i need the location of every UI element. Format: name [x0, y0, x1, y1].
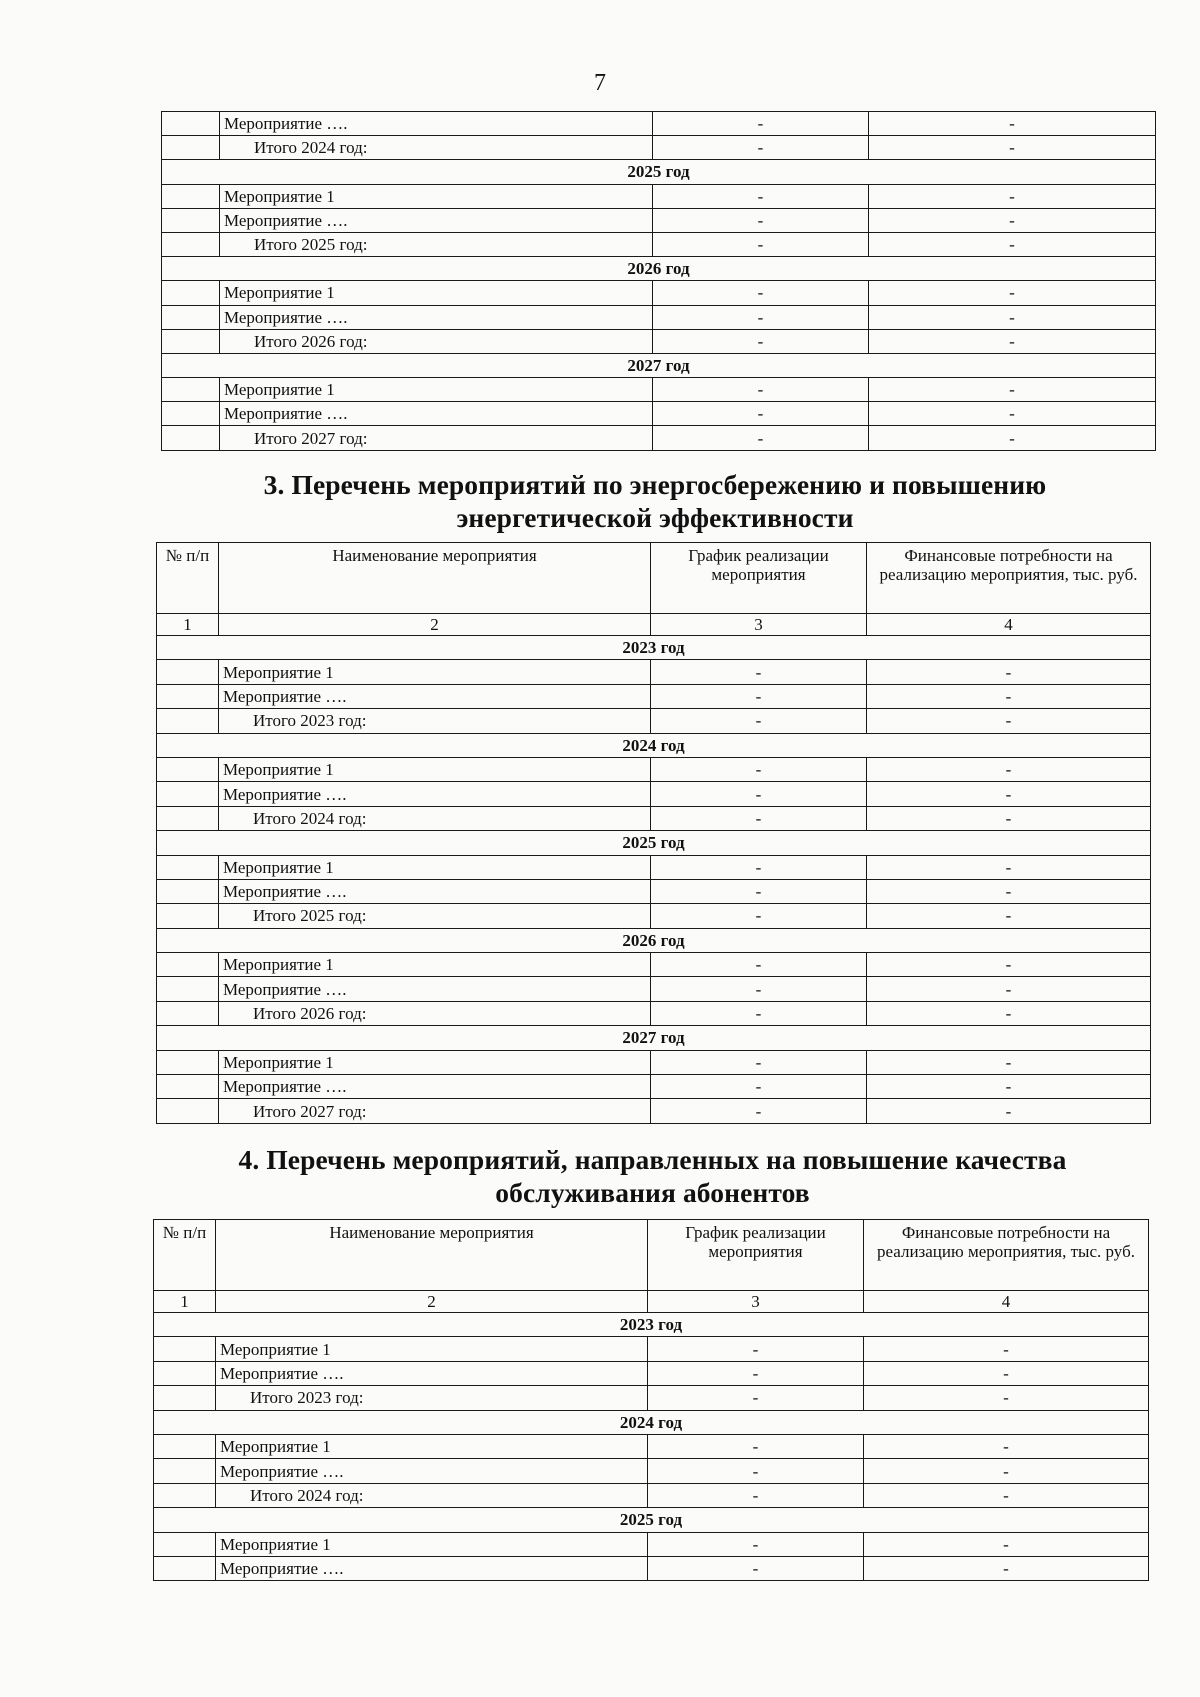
- finance-cell: -: [864, 1337, 1149, 1361]
- schedule-cell: -: [648, 1386, 864, 1410]
- schedule-cell: -: [651, 977, 867, 1001]
- row-number-cell: [154, 1386, 216, 1410]
- table-row: [154, 1532, 1149, 1556]
- schedule-cell: -: [651, 1050, 867, 1074]
- total-label: Итого 2025 год:: [219, 904, 651, 928]
- row-number-cell: [154, 1556, 216, 1580]
- year-row: [162, 160, 1156, 184]
- row-number-cell: [162, 426, 220, 450]
- finance-cell: -: [869, 112, 1156, 136]
- schedule-cell: -: [651, 879, 867, 903]
- table-row: [154, 1556, 1149, 1580]
- finance-cell: -: [867, 1001, 1151, 1025]
- row-number-cell: [157, 782, 219, 806]
- section-3-table-block: [156, 542, 1150, 1124]
- year-row: [162, 257, 1156, 281]
- total-row: [157, 1001, 1151, 1025]
- row-number-cell: [157, 879, 219, 903]
- schedule-cell: -: [653, 136, 869, 160]
- table-row: [162, 378, 1156, 402]
- table-row: [157, 953, 1151, 977]
- row-number-cell: [157, 1050, 219, 1074]
- measure-name: Мероприятие 1: [219, 953, 651, 977]
- table-row: [162, 184, 1156, 208]
- section-4-title-line-2: обслуживания абонентов: [495, 1177, 810, 1208]
- row-number-cell: [154, 1532, 216, 1556]
- measure-name: Мероприятие ….: [220, 305, 653, 329]
- finance-cell: -: [869, 402, 1156, 426]
- year-heading: 2023 год: [157, 636, 1151, 660]
- measure-name: Мероприятие ….: [219, 1075, 651, 1099]
- year-row: [154, 1410, 1149, 1434]
- measure-name: Мероприятие 1: [219, 757, 651, 781]
- total-row: [154, 1483, 1149, 1507]
- total-row: [157, 904, 1151, 928]
- schedule-cell: -: [651, 709, 867, 733]
- row-number-cell: [157, 806, 219, 830]
- schedule-cell: -: [651, 782, 867, 806]
- total-label: Итого 2025 год:: [220, 232, 653, 256]
- row-number-cell: [162, 329, 220, 353]
- schedule-cell: -: [651, 1001, 867, 1025]
- table-row: [157, 757, 1151, 781]
- col-number: 1: [154, 1291, 216, 1313]
- total-row: [157, 806, 1151, 830]
- table-row: [154, 1337, 1149, 1361]
- year-heading: 2026 год: [157, 928, 1151, 952]
- row-number-cell: [154, 1483, 216, 1507]
- table-row: [154, 1459, 1149, 1483]
- measure-name: Мероприятие 1: [219, 855, 651, 879]
- row-number-cell: [162, 378, 220, 402]
- measure-name: Мероприятие ….: [216, 1361, 648, 1385]
- measure-name: Мероприятие 1: [220, 378, 653, 402]
- schedule-cell: -: [651, 1099, 867, 1123]
- table-row: [162, 305, 1156, 329]
- finance-cell: -: [869, 232, 1156, 256]
- col-number: 4: [864, 1291, 1149, 1313]
- finance-cell: -: [867, 1099, 1151, 1123]
- measure-name: Мероприятие 1: [216, 1532, 648, 1556]
- year-heading: 2025 год: [162, 160, 1156, 184]
- row-number-cell: [157, 684, 219, 708]
- total-label: Итого 2023 год:: [219, 709, 651, 733]
- row-number-cell: [154, 1337, 216, 1361]
- table-row: [157, 855, 1151, 879]
- year-row: [157, 1026, 1151, 1050]
- measure-name: Мероприятие ….: [219, 879, 651, 903]
- row-number-cell: [157, 953, 219, 977]
- section-4-title: [145, 1143, 1160, 1209]
- finance-cell: -: [864, 1532, 1149, 1556]
- schedule-cell: -: [651, 757, 867, 781]
- measure-name: Мероприятие 1: [219, 1050, 651, 1074]
- total-row: [162, 329, 1156, 353]
- table-row: [154, 1361, 1149, 1385]
- section-3-title-line-2: энергетической эффективности: [456, 502, 854, 533]
- header-name: Наименование мероприятия: [216, 1220, 648, 1291]
- total-row: [157, 709, 1151, 733]
- finance-cell: -: [864, 1386, 1149, 1410]
- table-row: [157, 879, 1151, 903]
- measure-name: Мероприятие ….: [220, 402, 653, 426]
- year-row: [154, 1508, 1149, 1532]
- col-number: 2: [219, 614, 651, 636]
- schedule-cell: -: [653, 305, 869, 329]
- row-number-cell: [157, 1075, 219, 1099]
- table-row: [157, 782, 1151, 806]
- measure-name: Мероприятие ….: [216, 1459, 648, 1483]
- schedule-cell: -: [648, 1361, 864, 1385]
- col-number: 1: [157, 614, 219, 636]
- header-finance: Финансовые потребности на реализацию мероприятия, тыс. руб.: [867, 543, 1151, 614]
- row-number-cell: [162, 112, 220, 136]
- total-label: Итого 2027 год:: [220, 426, 653, 450]
- row-number-cell: [157, 709, 219, 733]
- measure-name: Мероприятие 1: [216, 1434, 648, 1458]
- year-row: [157, 636, 1151, 660]
- year-heading: 2027 год: [162, 353, 1156, 377]
- total-row: [157, 1099, 1151, 1123]
- finance-cell: -: [869, 136, 1156, 160]
- finance-cell: -: [867, 684, 1151, 708]
- finance-cell: -: [867, 806, 1151, 830]
- schedule-cell: -: [653, 208, 869, 232]
- total-label: Итого 2027 год:: [219, 1099, 651, 1123]
- section-3-title-line-1: 3. Перечень мероприятий по энергосбережению и повышению: [263, 469, 1047, 500]
- row-number-cell: [157, 977, 219, 1001]
- total-label: Итого 2024 год:: [219, 806, 651, 830]
- schedule-cell: -: [653, 232, 869, 256]
- total-label: Итого 2023 год:: [216, 1386, 648, 1410]
- year-row: [157, 733, 1151, 757]
- year-heading: 2026 год: [162, 257, 1156, 281]
- row-number-cell: [157, 855, 219, 879]
- schedule-cell: -: [648, 1434, 864, 1458]
- total-row: [162, 136, 1156, 160]
- finance-cell: -: [869, 208, 1156, 232]
- finance-cell: -: [867, 660, 1151, 684]
- year-heading: 2024 год: [157, 733, 1151, 757]
- schedule-cell: -: [653, 329, 869, 353]
- total-row: [162, 232, 1156, 256]
- col-number: 3: [648, 1291, 864, 1313]
- finance-cell: -: [869, 378, 1156, 402]
- schedule-cell: -: [653, 402, 869, 426]
- total-label: Итого 2026 год:: [220, 329, 653, 353]
- table-row: [157, 684, 1151, 708]
- schedule-cell: -: [653, 426, 869, 450]
- schedule-cell: -: [648, 1483, 864, 1507]
- finance-cell: -: [869, 426, 1156, 450]
- row-number-cell: [154, 1361, 216, 1385]
- year-row: [157, 831, 1151, 855]
- table-row: [157, 977, 1151, 1001]
- year-heading: 2024 год: [154, 1410, 1149, 1434]
- row-number-cell: [154, 1434, 216, 1458]
- row-number-cell: [157, 1099, 219, 1123]
- col-number: 4: [867, 614, 1151, 636]
- schedule-cell: -: [651, 806, 867, 830]
- table-row: [162, 112, 1156, 136]
- row-number-cell: [162, 232, 220, 256]
- table-row: [162, 402, 1156, 426]
- table-row: [157, 660, 1151, 684]
- row-number-cell: [157, 1001, 219, 1025]
- row-number-cell: [162, 402, 220, 426]
- schedule-cell: -: [648, 1459, 864, 1483]
- schedule-cell: -: [653, 281, 869, 305]
- finance-cell: -: [867, 953, 1151, 977]
- year-heading: 2025 год: [157, 831, 1151, 855]
- row-number-cell: [157, 660, 219, 684]
- row-number-cell: [162, 281, 220, 305]
- total-label: Итого 2024 год:: [216, 1483, 648, 1507]
- schedule-cell: -: [648, 1556, 864, 1580]
- table-row: [157, 1050, 1151, 1074]
- total-row: [162, 426, 1156, 450]
- row-number-cell: [162, 305, 220, 329]
- year-heading: 2023 год: [154, 1313, 1149, 1337]
- row-number-cell: [157, 757, 219, 781]
- finance-cell: -: [867, 782, 1151, 806]
- row-number-cell: [157, 904, 219, 928]
- total-row: [154, 1386, 1149, 1410]
- col-number: 2: [216, 1291, 648, 1313]
- section-3-title: [150, 468, 1160, 534]
- finance-cell: -: [864, 1459, 1149, 1483]
- section-4-table-block: [153, 1219, 1148, 1581]
- year-row: [154, 1313, 1149, 1337]
- row-number-cell: [154, 1459, 216, 1483]
- schedule-cell: -: [653, 378, 869, 402]
- finance-cell: -: [867, 1050, 1151, 1074]
- finance-cell: -: [864, 1556, 1149, 1580]
- year-heading: 2025 год: [154, 1508, 1149, 1532]
- measure-name: Мероприятие ….: [220, 112, 653, 136]
- schedule-cell: -: [651, 684, 867, 708]
- schedule-cell: -: [648, 1337, 864, 1361]
- schedule-cell: -: [653, 184, 869, 208]
- year-row: [162, 353, 1156, 377]
- measure-name: Мероприятие ….: [219, 782, 651, 806]
- schedule-cell: -: [651, 1075, 867, 1099]
- row-number-cell: [162, 208, 220, 232]
- finance-cell: -: [867, 855, 1151, 879]
- finance-cell: -: [867, 757, 1151, 781]
- header-schedule: График реализации мероприятия: [648, 1220, 864, 1291]
- measure-name: Мероприятие 1: [220, 184, 653, 208]
- finance-cell: -: [867, 1075, 1151, 1099]
- header-num: № п/п: [154, 1220, 216, 1291]
- finance-cell: -: [864, 1483, 1149, 1507]
- table-row: [162, 208, 1156, 232]
- header-num: № п/п: [157, 543, 219, 614]
- year-heading: 2027 год: [157, 1026, 1151, 1050]
- finance-cell: -: [869, 305, 1156, 329]
- table-row: [154, 1434, 1149, 1458]
- table-row: [162, 281, 1156, 305]
- measure-name: Мероприятие ….: [216, 1556, 648, 1580]
- section-4-table: [153, 1219, 1149, 1581]
- finance-cell: -: [869, 329, 1156, 353]
- schedule-cell: -: [648, 1532, 864, 1556]
- finance-cell: -: [867, 709, 1151, 733]
- top-table-block: [161, 111, 1155, 451]
- finance-cell: -: [867, 904, 1151, 928]
- header-schedule: График реализации мероприятия: [651, 543, 867, 614]
- finance-cell: -: [864, 1361, 1149, 1385]
- row-number-cell: [162, 136, 220, 160]
- measure-name: Мероприятие 1: [219, 660, 651, 684]
- measure-name: Мероприятие 1: [220, 281, 653, 305]
- finance-cell: -: [869, 184, 1156, 208]
- year-row: [157, 928, 1151, 952]
- measures-table-continued: [161, 111, 1156, 451]
- header-finance: Финансовые потребности на реализацию мероприятия, тыс. руб.: [864, 1220, 1149, 1291]
- measure-name: Мероприятие 1: [216, 1337, 648, 1361]
- schedule-cell: -: [651, 855, 867, 879]
- page-number: 7: [594, 70, 606, 96]
- header-name: Наименование мероприятия: [219, 543, 651, 614]
- schedule-cell: -: [651, 660, 867, 684]
- finance-cell: -: [867, 879, 1151, 903]
- col-number: 3: [651, 614, 867, 636]
- finance-cell: -: [869, 281, 1156, 305]
- finance-cell: -: [864, 1434, 1149, 1458]
- schedule-cell: -: [653, 112, 869, 136]
- total-label: Итого 2024 год:: [220, 136, 653, 160]
- table-row: [157, 1075, 1151, 1099]
- schedule-cell: -: [651, 904, 867, 928]
- measure-name: Мероприятие ….: [219, 684, 651, 708]
- total-label: Итого 2026 год:: [219, 1001, 651, 1025]
- section-3-table: [156, 542, 1151, 1124]
- schedule-cell: -: [651, 953, 867, 977]
- measure-name: Мероприятие ….: [219, 977, 651, 1001]
- row-number-cell: [162, 184, 220, 208]
- section-4-title-line-1: 4. Перечень мероприятий, направленных на повышение качества: [238, 1144, 1067, 1175]
- measure-name: Мероприятие ….: [220, 208, 653, 232]
- finance-cell: -: [867, 977, 1151, 1001]
